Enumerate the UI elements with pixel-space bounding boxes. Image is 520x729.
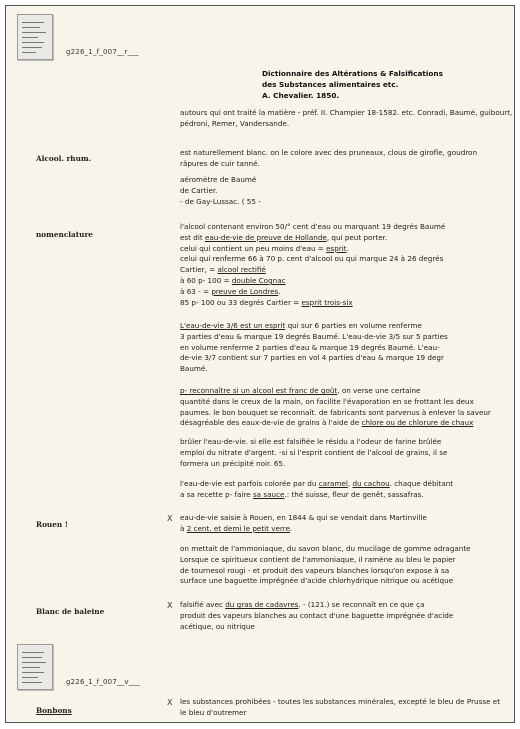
text-line: on mettait de l'ammoniaque, du savon blanc, du mucilage de gomme adragante [180,544,471,553]
text-span: . [278,286,281,296]
text-span: l'eau-de-vie est parfois colorée par du [180,479,319,488]
text-span: à [180,523,187,533]
text-span: qui sur 6 parties en volume renferme [285,321,422,330]
text-line [180,418,492,429]
text-line: produit des vapeurs blanches au contact d'une baguette imprégnée d'acide [180,610,454,620]
header-title: Dictionnaire des Altérations & Falsifications [262,69,443,78]
text-span: . [290,523,293,533]
file-name-recto: g226_1_f_007__r___ [66,48,139,56]
text-span: Cartier, = [180,265,218,275]
underlined-term: 2 cent. et demi le petit verre [186,523,290,533]
text-span: a sa recette p- faire [180,489,253,499]
page-thumbnail-recto[interactable] [17,14,53,60]
text-line: l'alcool contenant environ 50/° cent d'eau ou marquant 19 degrés Baumé [180,222,446,231]
text-coloration [180,479,492,501]
text-span: , [347,479,353,488]
text-line: eau-de-vie saisie à Rouen, en 1844 & qui se vendait dans Martinville [180,513,427,522]
text-line [180,479,492,490]
text-line [180,321,492,332]
underlined-term: alcool rectifié [217,265,266,275]
text-line: formera un précipité noir. 65. [180,458,286,468]
text-alcool-color [180,148,492,170]
underlined-term: caramel [318,479,348,488]
text-line: surface une baguette imprégnée d'acide chlorhydrique nitrique ou acétique [180,576,454,586]
text-nomenclature [180,222,492,308]
header-author: A. Chevalier. 1850. [262,91,340,100]
text-span: . [346,243,349,253]
text-span: à 63 - = [180,286,212,296]
text-line: en volume renferme 2 parties d'eau & marque 19 degrés Baumé. L'eau- [180,342,440,352]
text-line [180,524,492,535]
text-bruler [180,437,492,469]
underlined-term: double Cognac [231,275,286,285]
text-blanc-de-baleine [180,600,492,632]
underlined-term: esprit trois-six [301,297,353,307]
x-mark: X [167,514,173,523]
text-line: 3 parties d'eau & marque 19 degrés Baumé. L'eau-de-vie 3/5 sur 5 parties [180,331,448,341]
text-bonbons [180,697,501,719]
text-span: .: thé suisse, fleur de genêt, sassafras. [284,489,424,499]
text-span: désagréable des eaux-de-vie de grains à l'aide de [180,418,362,428]
text-line [180,490,492,501]
underlined-term: du cachou [352,479,390,488]
text-line: est naturellement blanc. on le colore avec des pruneaux, clous de girofle, goudron [180,148,478,157]
text-line [180,287,492,298]
text-line: de Cartier. [180,185,218,195]
text-reconnaitre [180,386,492,429]
header-subtitle: des Substances alimentaires etc. [262,80,399,89]
text-line [180,265,492,276]
underlined-term: du gras de cadavres [225,600,299,609]
label-nomenclature: nomenclature [36,230,93,239]
underlined-term: p- reconnaître si un alcool est franc de goût [180,386,338,395]
text-line: râpures de cuir tanné. [180,158,260,168]
text-line: paumes. le bon bouquet se reconnaît. de fabricants sont parvenus à enlever la saveur [180,407,491,417]
text-line [180,298,492,309]
label-blanc-de-baleine: Blanc de baleine [36,607,105,616]
underlined-term: L'eau-de-vie 3/6 est un esprit [180,321,286,330]
text-span: . - (121.) se reconnaît en ce que ça [298,600,425,609]
page-thumbnail-verso[interactable] [17,644,53,690]
text-line [180,244,492,255]
text-line [180,276,492,287]
text-line: Baumé. [180,364,208,374]
text-span: , qui peut porter. [326,232,388,242]
text-line: celui qui renferme 66 à 70 p. cent d'alcool ou qui marque 24 à 26 degrés [180,254,444,264]
text-span: celui qui contient un peu moins d'eau = [180,243,327,253]
label-rouen: Rouen ! [36,520,68,529]
file-name-verso: g226_1_f_007__v___ [66,678,140,686]
text-span: falsifié avec [180,600,226,609]
text-line [180,233,492,244]
text-aerometre [180,175,492,207]
text-line: quantité dans le creux de la main, on facilite l'évaporation en se frottant les deux [180,396,474,406]
text-ammoniaque [180,544,492,587]
document-page [5,5,515,723]
underlined-term: eau-de-vie de preuve de Hollande [204,232,327,242]
text-line: les substances prohibées - toutes les substances minérales, excepté le bleu de Prusse et [180,697,501,706]
underlined-term: esprit [326,243,347,253]
text-span: 85 p- 100 ou 33 degrés Cartier = [180,297,302,307]
text-authors [180,108,513,130]
x-mark: X [167,601,173,610]
text-line: emploi du nitrate d'argent. -si si l'esprit contient de l'alcool de grains, il se [180,447,448,457]
text-line [180,386,492,397]
text-line: autours qui ont traité la matière - préf. II. Champier 18-1582. etc. Conradi, Baumé, guibourt, [180,108,513,117]
underlined-term: sa sauce [252,489,285,499]
text-span: à 60 p- 100 = [180,275,232,285]
underlined-term: preuve de Londres [211,286,279,296]
text-line: - de Gay-Lussac. ( 55 - [180,196,261,206]
text-rouen [180,513,492,535]
text-line [180,600,492,611]
text-line: de tournesol rougi - et produit des vapeurs blanches lorsqu'on expose à sa [180,565,450,575]
text-line: pédroni, Remer, Vandersande. [180,118,290,128]
text-eau-de-vie-3-6 [180,321,492,375]
label-alcool-rhum: Alcool. rhum. [36,154,92,163]
text-line: brûler l'eau-de-vie. si elle est falsifiée le résidu a l'odeur de farine brûlée [180,437,442,446]
text-span: , on verse une certaine [337,386,421,395]
x-mark: X [167,698,173,707]
text-line: de-vie 3/7 contient sur 7 parties en vol 4 parties d'eau & marque 19 degr [180,353,444,363]
text-span: . chaque débitant [389,479,454,488]
document-header [262,68,443,101]
text-span: est dit [180,232,205,242]
text-line: Lorsque ce spiritueux contient de l'ammoniaque, il ramène au bleu le papier [180,554,456,564]
label-bonbons: Bonbons [36,706,72,715]
text-line: aéromètre de Baumé [180,175,257,184]
underlined-term: chlore ou de chlorure de chaux [361,418,474,428]
text-line: le bleu d'outremer [180,707,247,717]
text-line: acétique, ou nitrique [180,621,255,631]
